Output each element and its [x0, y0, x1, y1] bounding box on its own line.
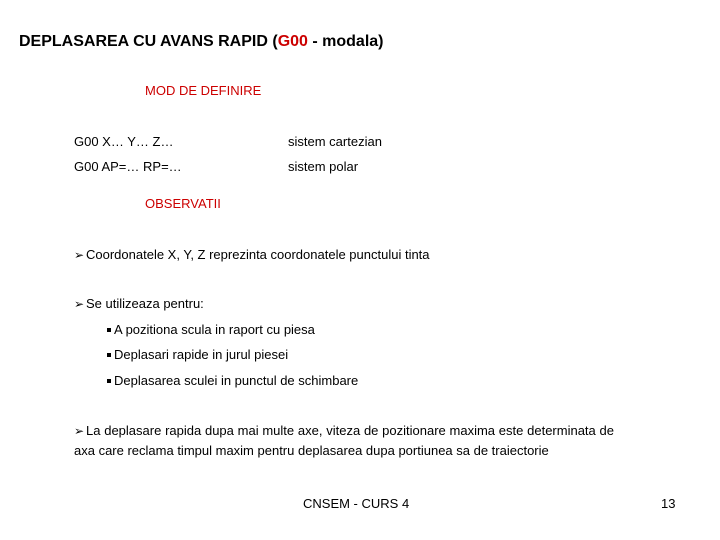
sub-bullet-text: A pozitiona scula in raport cu piesa: [114, 322, 315, 337]
title-prefix: DEPLASAREA CU AVANS RAPID (: [19, 33, 278, 50]
definition-desc-cartesian: sistem cartezian: [288, 134, 382, 149]
arrow-bullet-icon: ➢: [74, 248, 85, 262]
footer-course: CNSEM - CURS 4: [303, 496, 410, 511]
title-code: G00: [277, 33, 308, 50]
bullet-multi-axis: [74, 421, 614, 460]
definition-heading: MOD DE DEFINIRE: [145, 83, 262, 98]
sub-bullet-item: [107, 322, 315, 337]
sub-bullet-item: [107, 347, 288, 362]
sub-bullet-item: [107, 373, 358, 388]
bullet-usage: [74, 296, 204, 311]
arrow-bullet-icon: ➢: [74, 297, 85, 311]
square-bullet-icon: [107, 353, 111, 357]
sub-bullet-text: Deplasarea sculei in punctul de schimbare: [114, 373, 359, 388]
bullet-multi-axis-text: La deplasare rapida dupa mai multe axe, viteza de pozitionare maxima este determinata de axa care reclama timpul maxim pentru deplasarea dupa portiunea sa de traiectorie: [74, 423, 614, 458]
observations-heading: OBSERVATII: [145, 196, 221, 211]
bullet-coords-text: Coordonatele X, Y, Z reprezinta coordonatele punctului tinta: [86, 247, 430, 262]
page-number: 13: [661, 496, 676, 511]
title-suffix: - modala): [307, 33, 384, 50]
square-bullet-icon: [107, 328, 111, 332]
bullet-coords: [74, 247, 430, 262]
definition-syntax-cartesian: G00 X… Y… Z…: [74, 134, 174, 149]
sub-bullet-text: Deplasari rapide in jurul piesei: [114, 347, 289, 362]
definition-syntax-polar: G00 AP=… RP=…: [74, 159, 182, 174]
slide-title: [19, 33, 384, 51]
bullet-usage-text: Se utilizeaza pentru:: [86, 296, 204, 311]
definition-desc-polar: sistem polar: [288, 159, 359, 174]
square-bullet-icon: [107, 379, 111, 383]
arrow-bullet-icon: ➢: [74, 424, 85, 438]
